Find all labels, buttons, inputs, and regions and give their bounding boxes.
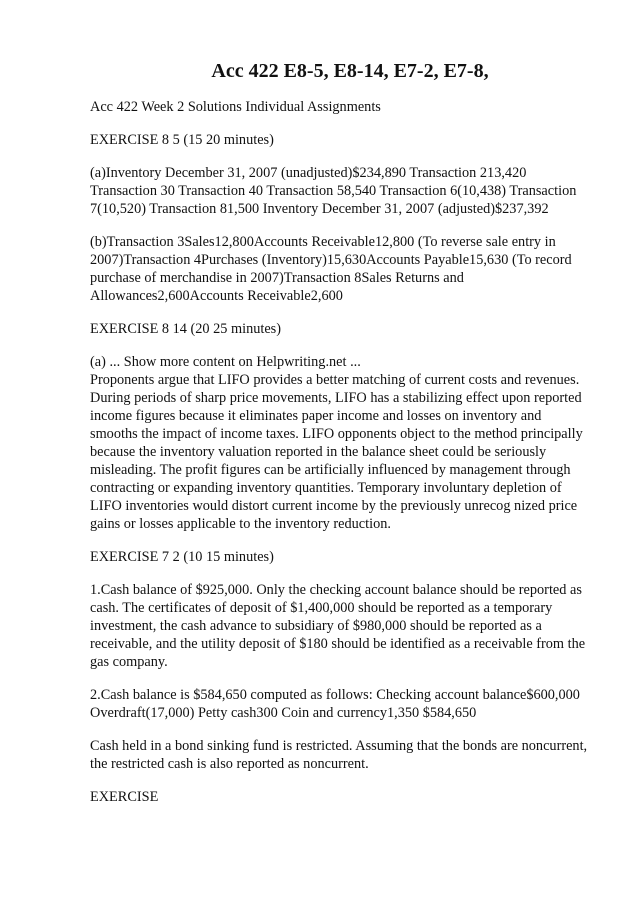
exercise-7-2-item-1: 1.Cash balance of $925,000. Only the checking account balance should be reported as cash. The certificates of deposit of $1,400,000 should be reported as a temporary investment, the cash advance to subsidiary of $980,000 should be reported as a receivable, and the utility deposit of $180 should be identified as a receivable from the gas company. <box>90 582 586 670</box>
document-title: Acc 422 E8-5, E8-14, E7-2, E7-8, <box>211 60 489 82</box>
show-more-line: (a) ... Show more content on Helpwriting.net ... <box>90 354 361 370</box>
exercise-7-2-heading: EXERCISE 7 2 (10 15 minutes) <box>90 549 274 565</box>
exercise-8-5-heading: EXERCISE 8 5 (15 20 minutes) <box>90 132 274 148</box>
exercise-8-14-heading: EXERCISE 8 14 (20 25 minutes) <box>90 321 282 337</box>
exercise-8-5-part-b: (b)Transaction 3Sales12,800Accounts Receivable12,800 (To reverse sale entry in 2007)Transaction 4Purchases (Inventory)15,630Accounts Payable15,630 (To record purchase of merchandise in 2007)Transaction 8Sales Returns and Allowances2,600Accounts Receivable2,600 <box>90 234 572 304</box>
exercise-trailing-heading: EXERCISE <box>90 789 159 805</box>
exercise-7-2-item-2: 2.Cash balance is $584,650 computed as follows: Checking account balance$600,000 Overdraft(17,000) Petty cash300 Coin and currency1,350 $584,650 <box>90 687 580 721</box>
exercise-8-5-part-a: (a)Inventory December 31, 2007 (unadjusted)$234,890 Transaction 213,420 Transaction 30 Transaction 40 Transaction 58,540 Transaction 6(10,438) Transaction 7(10,520) Transaction 81,500 Inventory December 31, 2007 (adjusted)$237,392 <box>90 165 577 217</box>
subtitle-paragraph: Acc 422 Week 2 Solutions Individual Assignments <box>90 99 381 115</box>
lifo-paragraph: Proponents argue that LIFO provides a better matching of current costs and revenues. During periods of sharp price movements, LIFO has a stabilizing effect upon reported income figures because it eliminates paper income and losses on inventory and smooths the impact of income taxes. LIFO opponents object to the method principally because the inventory valuation reported in the balance sheet could be seriously misleading. The profit figures can be artificially influenced by management through contracting or expanding inventory quantities. Temporary involuntary depletion of LIFO inventories would distort current income by the previously unrecog nized price gains or losses applicable to the inventory reduction. <box>90 372 583 532</box>
bond-sinking-fund-paragraph: Cash held in a bond sinking fund is restricted. Assuming that the bonds are noncurrent, the restricted cash is also reported as noncurrent. <box>90 738 588 772</box>
